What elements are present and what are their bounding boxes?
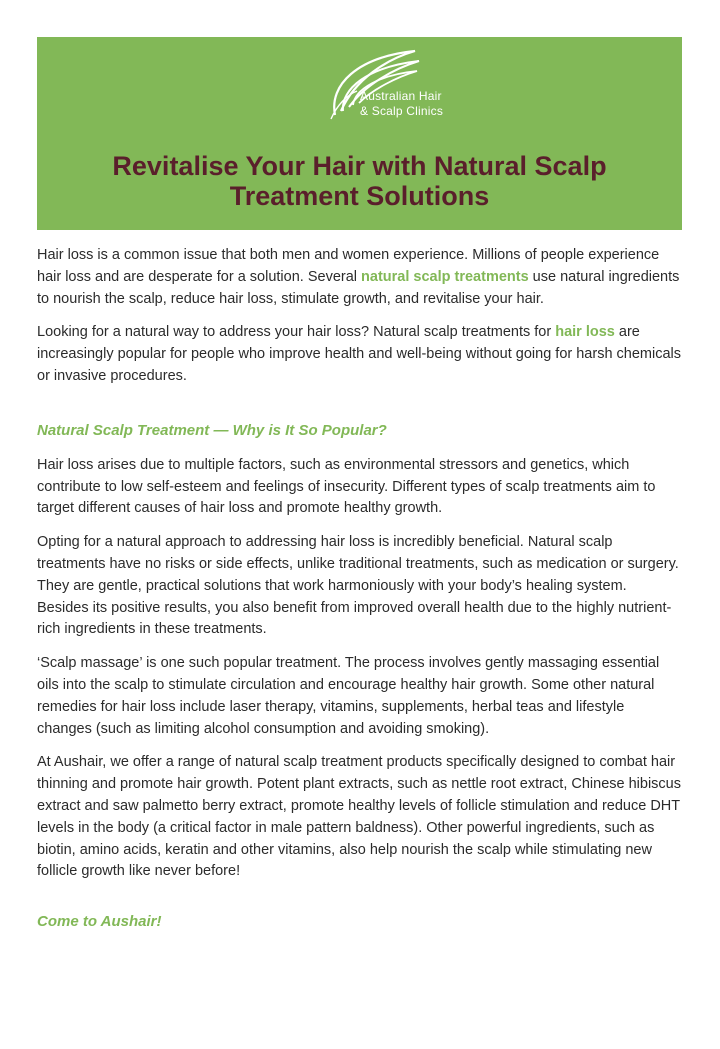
intro-paragraph-1 [37, 245, 682, 310]
logo-wordmark [360, 89, 443, 119]
section-paragraph: At Aushair, we offer a range of natural scalp treatment products specifically designed to combat hair thinning and promote hair growth. Potent plant extracts, such as nettle root extract, Chinese hibiscus extract and saw palmetto berry extract, promote healthy levels of follicle stimulation and reduce DHT levels in the body (a critical factor in male pattern baldness). Other powerful ingredients, such as biotin, amino acids, keratin and other vitamins, also help nourish the scalp while stimulating new follicle growth like never before! [37, 754, 681, 880]
page-title [37, 151, 682, 211]
title-line-1: Revitalise Your Hair with Natural Scalp [112, 151, 607, 181]
intro-1-text-b: use natural ingredients to nourish the scalp, reduce hair loss, stimulate growth, and revitalise your hair. [37, 268, 680, 307]
section-paragraph: ‘Scalp massage’ is one such popular treatment. The process involves gently massaging essential oils into the scalp to stimulate circulation and encourage healthy hair growth. Some other natural remedies for hair loss include laser therapy, vitamins, supplements, herbal teas and lifestyle changes (such as limiting alcohol consumption and avoiding smoking). [37, 655, 660, 737]
section-heading-come-to-aushair: Come to Aushair! [37, 913, 162, 931]
header-banner [37, 37, 682, 230]
logo-line-2: & Scalp Clinics [360, 104, 444, 118]
natural-scalp-treatments-link[interactable]: natural scalp treatments [361, 268, 529, 285]
hair-loss-link[interactable]: hair loss [555, 324, 615, 341]
brand-logo[interactable] [327, 45, 477, 129]
section-paragraph: Opting for a natural approach to addressing hair loss is incredibly beneficial. Natural scalp treatments have no risks or side effects, unlike traditional treatments, such as medication or surgery. They are gentle, practical solutions that work harmoniously with your body’s healing system. Besides its positive results, you also benefit from improved overall health due to the highly nutrient-rich ingredients in these treatments. [37, 534, 679, 638]
intro-2-text-b: are increasingly popular for people who improve health and well-being without going for harsh chemicals or invasive procedures. [37, 324, 682, 384]
section-paragraph: Hair loss arises due to multiple factors, such as environmental stressors and genetics, which contribute to low self-esteem and feelings of insecurity. Different types of scalp treatments aim to target different causes of hair loss and promote healthy growth. [37, 456, 656, 517]
article-body [37, 245, 682, 946]
section-heading-popular: Natural Scalp Treatment — Why is It So Popular? [37, 421, 387, 439]
intro-paragraph-2 [37, 322, 682, 387]
logo-line-1: Australian Hair [360, 89, 442, 103]
intro-1-text-a: Hair loss is a common issue that both men and women experience. Millions of people experience hair loss and are desperate for a solution. Several [37, 247, 660, 285]
intro-2-text-a: Looking for a natural way to address your hair loss? Natural scalp treatments for [37, 324, 556, 341]
title-line-2: Treatment Solutions [229, 181, 490, 211]
